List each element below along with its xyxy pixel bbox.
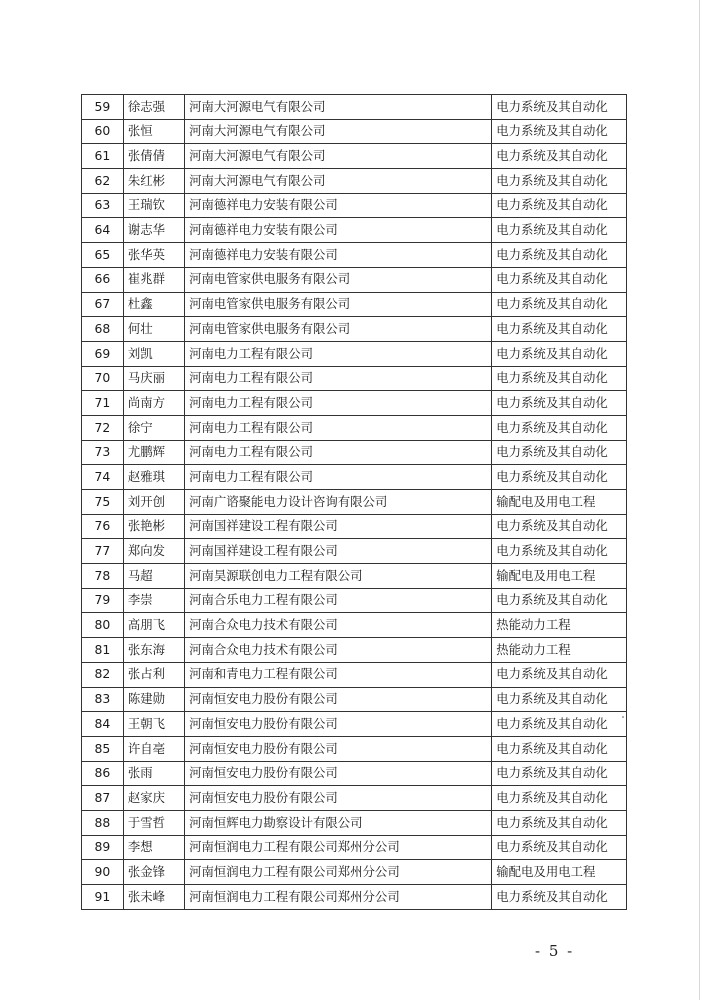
company-cell: 河南国祥建设工程有限公司 [185,539,492,564]
major-cell: 输配电及用电工程 [492,564,627,589]
major-cell: 热能动力工程 [492,613,627,638]
table-row [82,662,627,687]
row-number-cell: 73 [82,440,124,465]
person-name-cell: 崔兆群 [123,267,184,292]
person-name-cell: 马庆丽 [123,366,184,391]
company-cell: 河南电管家供电服务有限公司 [185,292,492,317]
person-name-cell: 尤鹏辉 [123,440,184,465]
table-row [82,761,627,786]
row-number-cell: 69 [82,341,124,366]
company-cell: 河南德祥电力安装有限公司 [185,243,492,268]
table-row [82,95,627,120]
person-name-cell: 陈建勋 [123,687,184,712]
person-name-cell: 郑向发 [123,539,184,564]
row-number-cell: 77 [82,539,124,564]
table-row [82,366,627,391]
major-cell: 电力系统及其自动化 [492,588,627,613]
table-row [82,564,627,589]
person-name-cell: 王朝飞 [123,712,184,737]
person-name-cell: 王瑞钦 [123,193,184,218]
row-number-cell: 70 [82,366,124,391]
table-row [82,810,627,835]
row-number-cell: 84 [82,712,124,737]
major-cell: 电力系统及其自动化 [492,786,627,811]
major-cell: 电力系统及其自动化 [492,885,627,910]
company-cell: 河南恒安电力股份有限公司 [185,712,492,737]
table-row [82,169,627,194]
table-row [82,736,627,761]
row-number-cell: 83 [82,687,124,712]
table-row [82,687,627,712]
major-cell: 电力系统及其自动化 [492,391,627,416]
major-cell: 电力系统及其自动化 [492,317,627,342]
row-number-cell: 71 [82,391,124,416]
person-name-cell: 张未峰 [123,885,184,910]
table-row [82,712,627,737]
row-number-cell: 72 [82,415,124,440]
table-row [82,267,627,292]
row-number-cell: 66 [82,267,124,292]
major-cell: 电力系统及其自动化 [492,514,627,539]
company-cell: 河南电力工程有限公司 [185,440,492,465]
major-cell: 电力系统及其自动化 [492,193,627,218]
table-row [82,786,627,811]
table-row [82,465,627,490]
table-row [82,835,627,860]
person-name-cell: 张占利 [123,662,184,687]
row-number-cell: 91 [82,885,124,910]
row-number-cell: 78 [82,564,124,589]
person-name-cell: 张恒 [123,119,184,144]
table-row [82,243,627,268]
major-cell: 电力系统及其自动化 [492,169,627,194]
major-cell: 电力系统及其自动化 [492,736,627,761]
person-name-cell: 许自亳 [123,736,184,761]
company-cell: 河南恒安电力股份有限公司 [185,786,492,811]
table-row [82,415,627,440]
major-cell: 电力系统及其自动化 [492,292,627,317]
company-cell: 河南德祥电力安装有限公司 [185,218,492,243]
row-number-cell: 90 [82,860,124,885]
row-number-cell: 61 [82,144,124,169]
company-cell: 河南大河源电气有限公司 [185,95,492,120]
row-number-cell: 86 [82,761,124,786]
person-name-cell: 李崇 [123,588,184,613]
table-row [82,588,627,613]
person-name-cell: 杜鑫 [123,292,184,317]
row-number-cell: 63 [82,193,124,218]
major-cell: 电力系统及其自动化 [492,712,627,737]
company-cell: 河南电管家供电服务有限公司 [185,267,492,292]
personnel-table [81,94,627,910]
major-cell: 电力系统及其自动化 [492,243,627,268]
row-number-cell: 75 [82,490,124,515]
major-cell: 电力系统及其自动化 [492,341,627,366]
table-row [82,144,627,169]
row-number-cell: 81 [82,638,124,663]
company-cell: 河南恒润电力工程有限公司郑州分公司 [185,885,492,910]
major-cell: 热能动力工程 [492,638,627,663]
company-cell: 河南电力工程有限公司 [185,465,492,490]
major-cell: 电力系统及其自动化 [492,810,627,835]
person-name-cell: 于雪哲 [123,810,184,835]
company-cell: 河南电力工程有限公司 [185,415,492,440]
person-name-cell: 马超 [123,564,184,589]
row-number-cell: 74 [82,465,124,490]
row-number-cell: 65 [82,243,124,268]
company-cell: 河南合众电力技术有限公司 [185,613,492,638]
person-name-cell: 朱红彬 [123,169,184,194]
table-row [82,514,627,539]
company-cell: 河南广谘聚能电力设计咨询有限公司 [185,490,492,515]
company-cell: 河南大河源电气有限公司 [185,169,492,194]
company-cell: 河南电管家供电服务有限公司 [185,317,492,342]
table-row [82,317,627,342]
row-number-cell: 79 [82,588,124,613]
major-cell: 电力系统及其自动化 [492,761,627,786]
company-cell: 河南电力工程有限公司 [185,391,492,416]
company-cell: 河南恒安电力股份有限公司 [185,687,492,712]
person-name-cell: 谢志华 [123,218,184,243]
row-number-cell: 59 [82,95,124,120]
company-cell: 河南恒润电力工程有限公司郑州分公司 [185,860,492,885]
row-number-cell: 67 [82,292,124,317]
table-row [82,490,627,515]
major-cell: 电力系统及其自动化 [492,835,627,860]
person-name-cell: 李想 [123,835,184,860]
person-name-cell: 徐宁 [123,415,184,440]
company-cell: 河南恒辉电力勘察设计有限公司 [185,810,492,835]
major-cell: 输配电及用电工程 [492,490,627,515]
person-name-cell: 张艳彬 [123,514,184,539]
major-cell: 电力系统及其自动化 [492,119,627,144]
page-number: - 5 - [535,942,575,960]
table-row [82,440,627,465]
person-name-cell: 赵家庆 [123,786,184,811]
company-cell: 河南昊源联创电力工程有限公司 [185,564,492,589]
row-number-cell: 62 [82,169,124,194]
person-name-cell: 高朋飞 [123,613,184,638]
person-name-cell: 刘开创 [123,490,184,515]
company-cell: 河南国祥建设工程有限公司 [185,514,492,539]
person-name-cell: 何壮 [123,317,184,342]
person-name-cell: 张倩倩 [123,144,184,169]
major-cell: 电力系统及其自动化 [492,662,627,687]
company-cell: 河南电力工程有限公司 [185,366,492,391]
person-name-cell: 刘凯 [123,341,184,366]
row-number-cell: 76 [82,514,124,539]
row-number-cell: 80 [82,613,124,638]
company-cell: 河南和青电力工程有限公司 [185,662,492,687]
major-cell: 电力系统及其自动化 [492,440,627,465]
table-row [82,292,627,317]
table-row [82,539,627,564]
person-name-cell: 张华英 [123,243,184,268]
table-row [82,638,627,663]
company-cell: 河南德祥电力安装有限公司 [185,193,492,218]
table-row [82,885,627,910]
major-cell: 电力系统及其自动化 [492,415,627,440]
row-number-cell: 64 [82,218,124,243]
table-row [82,391,627,416]
personnel-table-body [82,95,627,910]
table-row [82,341,627,366]
table-row [82,119,627,144]
company-cell: 河南恒安电力股份有限公司 [185,736,492,761]
person-name-cell: 徐志强 [123,95,184,120]
major-cell: 电力系统及其自动化 [492,218,627,243]
company-cell: 河南合乐电力工程有限公司 [185,588,492,613]
row-number-cell: 89 [82,835,124,860]
row-number-cell: 88 [82,810,124,835]
table-row [82,613,627,638]
person-name-cell: 尚南方 [123,391,184,416]
row-number-cell: 85 [82,736,124,761]
major-cell: 电力系统及其自动化 [492,465,627,490]
table-row [82,860,627,885]
company-cell: 河南大河源电气有限公司 [185,144,492,169]
table-row [82,193,627,218]
major-cell: 输配电及用电工程 [492,860,627,885]
major-cell: 电力系统及其自动化 [492,687,627,712]
row-number-cell: 82 [82,662,124,687]
company-cell: 河南合众电力技术有限公司 [185,638,492,663]
major-cell: 电力系统及其自动化 [492,539,627,564]
major-cell: 电力系统及其自动化 [492,95,627,120]
person-name-cell: 张雨 [123,761,184,786]
person-name-cell: 赵雅琪 [123,465,184,490]
company-cell: 河南恒安电力股份有限公司 [185,761,492,786]
row-number-cell: 68 [82,317,124,342]
page-edge-line [699,0,700,1000]
scan-speck [622,716,624,718]
major-cell: 电力系统及其自动化 [492,267,627,292]
person-name-cell: 张东海 [123,638,184,663]
major-cell: 电力系统及其自动化 [492,366,627,391]
row-number-cell: 87 [82,786,124,811]
person-name-cell: 张金锋 [123,860,184,885]
table-row [82,218,627,243]
major-cell: 电力系统及其自动化 [492,144,627,169]
row-number-cell: 60 [82,119,124,144]
company-cell: 河南恒润电力工程有限公司郑州分公司 [185,835,492,860]
company-cell: 河南电力工程有限公司 [185,341,492,366]
company-cell: 河南大河源电气有限公司 [185,119,492,144]
